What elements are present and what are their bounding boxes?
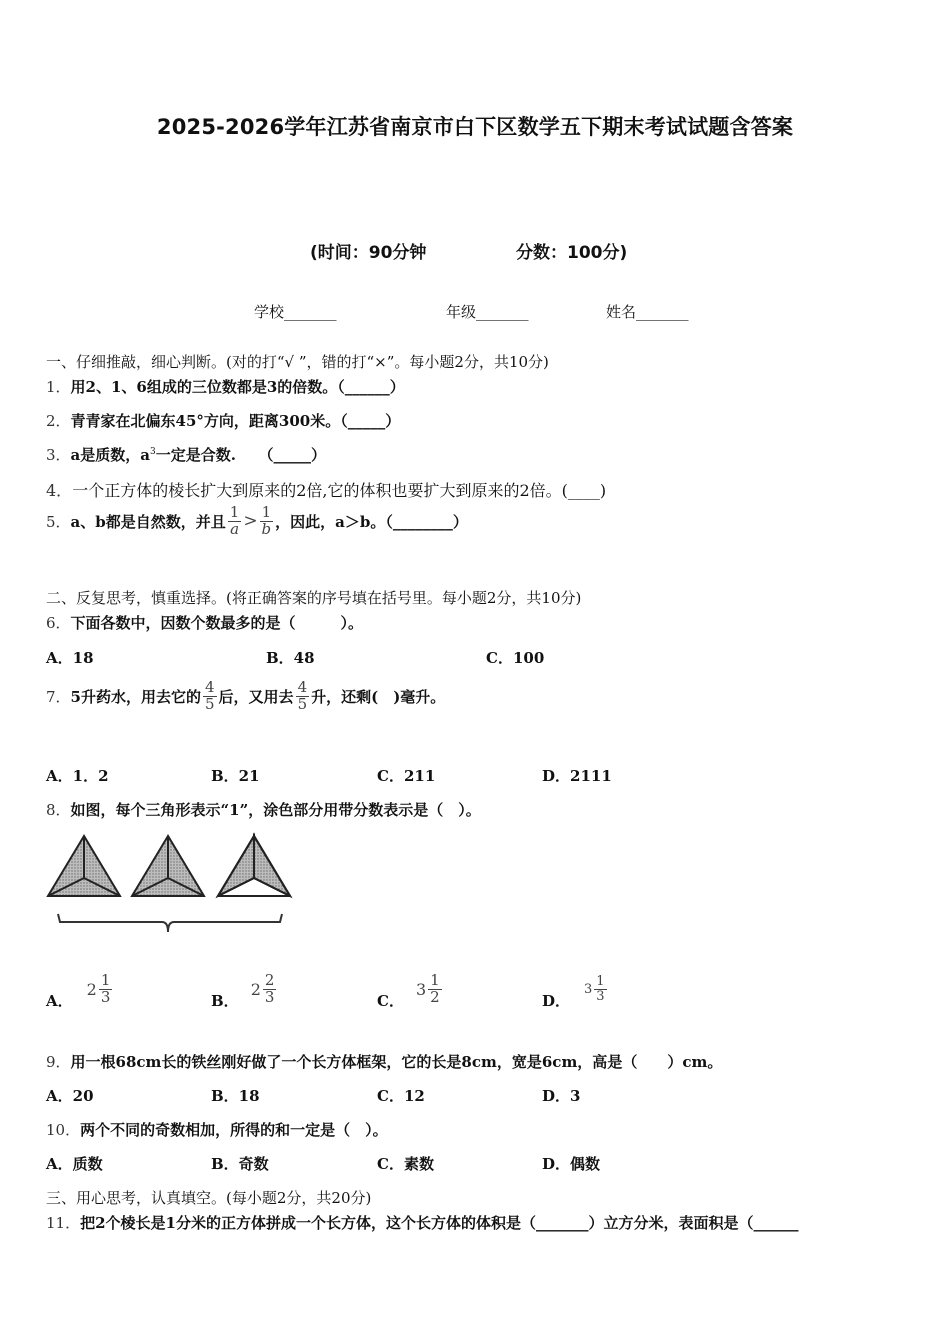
- school-field: 学校_______: [254, 303, 337, 321]
- question-text: 一个正方体的棱长扩大到原来的2倍,它的体积也要扩大到原来的2倍。(____): [72, 481, 607, 500]
- question-text-post: 一定是合数. （_____）: [155, 446, 326, 464]
- document-title: 2025-2026学年江苏省南京市白下区数学五下期末考试试题含答案: [156, 115, 794, 139]
- question-8: [46, 799, 481, 820]
- question-number: 4．: [46, 481, 73, 500]
- brace: [58, 914, 282, 932]
- name-field: 姓名_______: [606, 303, 689, 321]
- greater-than-sign: >: [243, 511, 258, 532]
- question-number: 7．: [46, 687, 71, 706]
- triangle-3: [218, 836, 290, 896]
- question-4: [46, 478, 606, 501]
- question-text: 两个不同的奇数相加，所得的和一定是（ ）。: [80, 1121, 388, 1139]
- q8-option-c: C． 3 $\frac{1}{2}$: [377, 971, 440, 1010]
- question-number: 1．: [46, 378, 71, 396]
- total-score: 分数：100分): [516, 243, 628, 263]
- q10-option-d: D．偶数: [542, 1155, 601, 1173]
- q9-option-b: B．18: [211, 1087, 260, 1105]
- question-11: [46, 1212, 798, 1233]
- fraction-1-over-a: $\frac{1}{a}$: [229, 503, 240, 538]
- question-number: 11．: [46, 1214, 81, 1232]
- q7-option-a: A．1．2: [46, 767, 109, 785]
- q8-option-a: A． 2 $\frac{1}{3}$: [46, 971, 111, 1010]
- q6-option-c: C．100: [486, 649, 545, 667]
- question-number: 10．: [46, 1121, 81, 1139]
- question-text-pre: 5升药水，用去它的: [70, 687, 201, 706]
- question-7: [46, 680, 445, 713]
- question-text: 用一根68cm长的铁丝刚好做了一个长方体框架，它的长是8cm，宽是6cm，高是（ ）cm。: [70, 1053, 723, 1071]
- question-number: 6．: [46, 614, 71, 632]
- question-text-pre: a是质数，a: [70, 446, 150, 464]
- q10-option-b: B．奇数: [211, 1155, 269, 1173]
- question-number: 2．: [46, 412, 71, 430]
- triangle-1: [48, 836, 120, 896]
- q8-option-b: B． 2 $\frac{2}{3}$: [211, 971, 275, 1010]
- question-5: [46, 505, 468, 538]
- question-2: [46, 410, 400, 431]
- question-text: 下面各数中，因数个数最多的是（ ）。: [70, 614, 364, 632]
- question-text: 用2、1、6组成的三位数都是3的倍数。（______）: [70, 378, 405, 396]
- fraction-4-5: $\frac{4}{5}$: [205, 678, 215, 713]
- question-10: [46, 1119, 388, 1140]
- question-text: 把2个棱长是1分米的正方体拼成一个长方体，这个长方体的体积是（_______）立方分米，表面积是（______: [80, 1214, 799, 1232]
- question-number: 9．: [46, 1053, 71, 1071]
- grade-field: 年级_______: [446, 303, 529, 321]
- question-6: [46, 612, 363, 633]
- q6-option-b: B．48: [266, 649, 315, 667]
- question-3: [46, 444, 326, 465]
- triangles-figure: [44, 828, 294, 938]
- section-2-heading: 二、反复思考，慎重选择。(将正确答案的序号填在括号里。每小题2分，共10分): [46, 589, 582, 607]
- q9-option-d: D．3: [542, 1087, 581, 1105]
- q7-option-c: C．211: [377, 767, 436, 785]
- q10-option-c: C．素数: [377, 1155, 434, 1173]
- question-text-mid: 后，又用去: [218, 687, 294, 706]
- question-9: [46, 1051, 722, 1072]
- section-1-heading: 一、仔细推敲，细心判断。(对的打“√ ”，错的打“×”。每小题2分，共10分): [46, 353, 549, 371]
- question-text: 青青家在北偏东45°方向，距离300米。（_____）: [70, 412, 401, 430]
- question-number: 5．: [46, 512, 71, 531]
- q10-option-a: A．质数: [46, 1155, 103, 1173]
- question-text-pre: a、b都是自然数，并且: [70, 512, 226, 531]
- fraction-4-5: $\frac{4}{5}$: [297, 678, 308, 713]
- question-text: 如图，每个三角形表示“1”，涂色部分用带分数表示是（ ）。: [70, 801, 481, 819]
- q8-option-d: D． 3 $\frac{1}{3}$: [542, 974, 605, 1010]
- triangle-2: [132, 836, 204, 896]
- section-3-heading: 三、用心思考，认真填空。(每小题2分，共20分): [46, 1189, 372, 1207]
- q7-option-b: B．21: [211, 767, 260, 785]
- time-limit: (时间：90分钟: [310, 243, 427, 263]
- q9-option-a: A．20: [46, 1087, 94, 1105]
- q7-option-d: D．2111: [542, 767, 612, 785]
- question-1: [46, 376, 405, 397]
- q6-option-a: A．18: [46, 649, 94, 667]
- question-text-post: ，因此，a＞b。（________）: [275, 512, 468, 531]
- fraction-1-over-b: $\frac{1}{b}$: [261, 503, 272, 538]
- question-number: 3．: [46, 446, 71, 464]
- question-number: 8．: [46, 801, 71, 819]
- exponent: 3: [150, 447, 156, 457]
- q9-option-c: C．12: [377, 1087, 425, 1105]
- question-text-post: 升，还剩( )毫升。: [311, 687, 446, 706]
